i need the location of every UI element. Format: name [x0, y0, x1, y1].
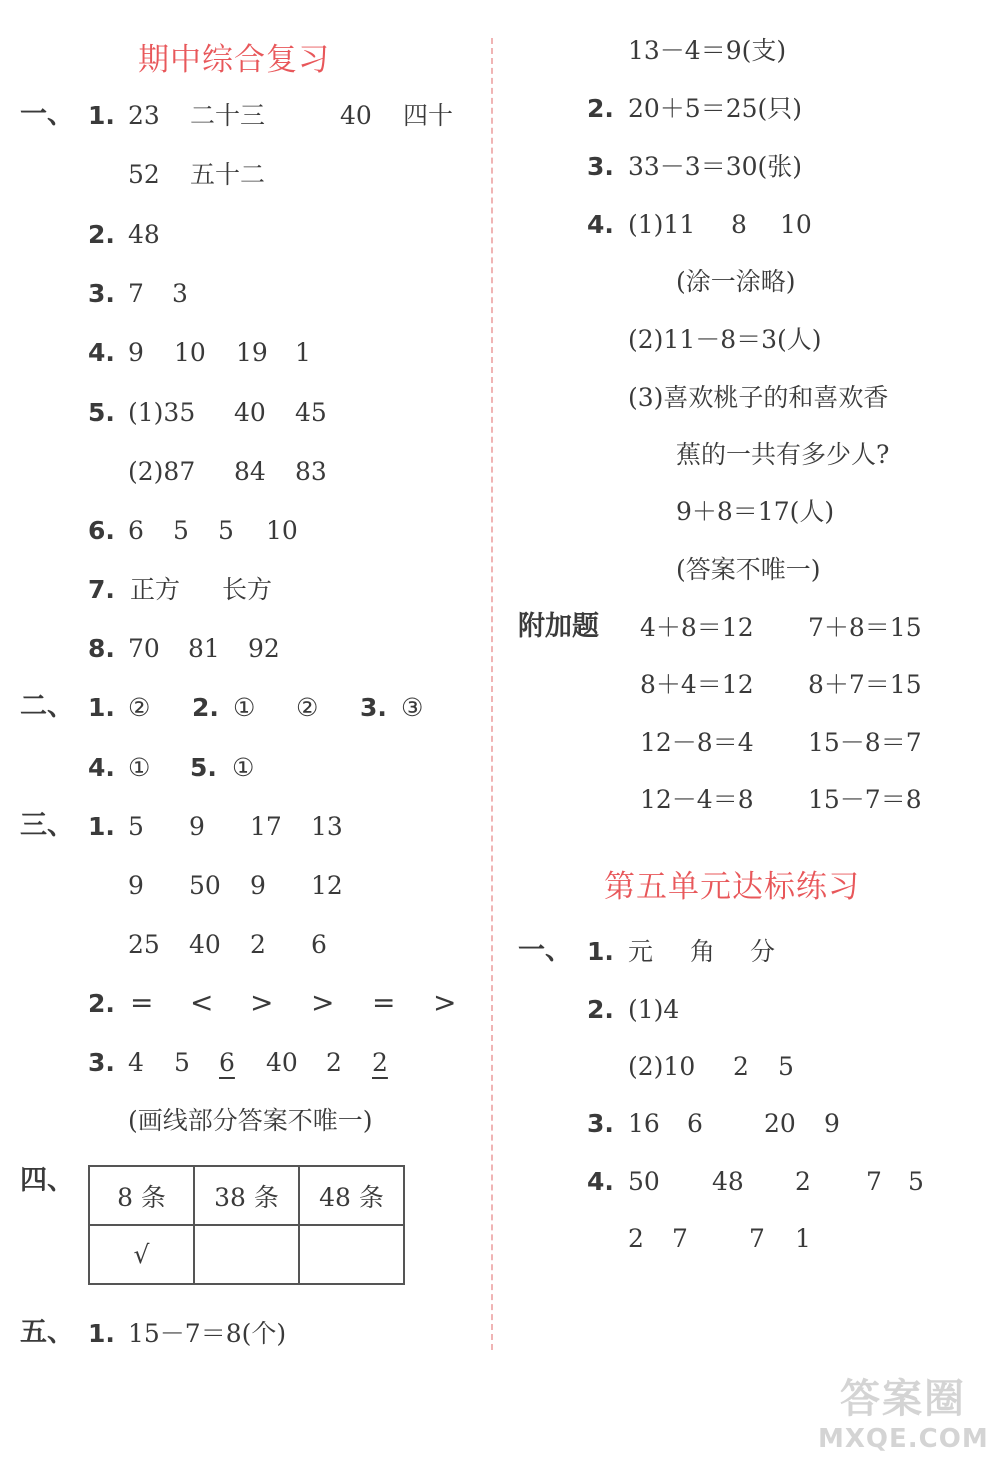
question-number: 3.	[88, 279, 115, 308]
answer-value: 15－8＝7	[808, 728, 922, 757]
watermark-logo	[818, 1367, 988, 1454]
comparison-sign: <	[190, 986, 214, 1019]
answer-value: 1	[295, 338, 311, 367]
watermark-url: MXQE.COM	[818, 1424, 989, 1454]
table-row	[89, 1166, 404, 1225]
part-5-label: 五、	[20, 1317, 74, 1348]
question-number: 5.	[88, 398, 115, 427]
question-number: 4.	[587, 1167, 614, 1196]
answer-value: 5	[128, 812, 144, 841]
answer-value: 52	[128, 160, 160, 189]
question-number: 5.	[190, 753, 217, 782]
unit5-part-1-label: 一、	[518, 935, 572, 966]
answer-value: 40	[234, 398, 266, 427]
empty-cell	[299, 1225, 404, 1284]
question-number: 3.	[587, 1109, 614, 1138]
answer-value: ①	[232, 753, 255, 782]
question-number: 2.	[192, 693, 219, 722]
answer-value: ③	[401, 693, 424, 722]
answer-value: 蕉的一共有多少人?	[676, 440, 890, 469]
question-number: 1.	[88, 1319, 115, 1348]
answer-value: 12	[311, 871, 343, 900]
column-divider	[491, 38, 493, 1350]
answer-value: 长方	[222, 575, 273, 604]
question-number: 1.	[88, 812, 115, 841]
answer-value: 7	[672, 1224, 688, 1253]
answer-value: 10	[174, 338, 206, 367]
answer-value: 15－7＝8(个)	[128, 1319, 287, 1348]
comparison-sign: >	[250, 986, 274, 1019]
answer-value: 12－8＝4	[640, 728, 754, 757]
answer-value: 92	[248, 634, 280, 663]
answer-value: 33－3＝30(张)	[628, 152, 803, 181]
answer-value: 9	[128, 338, 144, 367]
answer-value: 9＋8＝17(人)	[676, 497, 835, 526]
question-number: 1.	[88, 693, 115, 722]
answer-value: 五十二	[190, 160, 266, 189]
answer-value: 7	[128, 279, 144, 308]
answer-value: 10	[780, 210, 812, 239]
answer-table	[88, 1165, 405, 1285]
answer-value: ②	[128, 693, 151, 722]
part-2-label: 二、	[20, 691, 74, 722]
answer-value: 50	[189, 871, 221, 900]
answer-value: 9	[824, 1109, 840, 1138]
answer-value: 6	[128, 516, 144, 545]
question-number: 8.	[88, 634, 115, 663]
answer-note: (答案不唯一)	[676, 555, 821, 584]
question-number: 2.	[88, 989, 115, 1018]
answer-value: 2	[795, 1167, 811, 1196]
answer-value: (2)87	[128, 457, 196, 486]
answer-value: 19	[236, 338, 268, 367]
answer-value: 9	[128, 871, 144, 900]
table-row	[89, 1225, 404, 1284]
answer-value: 15－7＝8	[808, 785, 922, 814]
answer-value: 17	[250, 812, 282, 841]
answer-value: 5	[218, 516, 234, 545]
answer-value: 5	[173, 516, 189, 545]
table-header-cell: 48 条	[299, 1166, 404, 1225]
question-number: 2.	[587, 94, 614, 123]
answer-value: 84	[234, 457, 266, 486]
answer-value: 6	[311, 930, 327, 959]
answer-value: 7	[749, 1224, 765, 1253]
answer-value: 2	[250, 930, 266, 959]
answer-value: ②	[296, 693, 319, 722]
answer-value: 10	[266, 516, 298, 545]
comparison-sign: =	[372, 986, 396, 1019]
answer-value: 7＋8＝15	[808, 613, 922, 642]
question-number: 1.	[587, 937, 614, 966]
question-number: 6.	[88, 516, 115, 545]
check-mark-cell: √	[89, 1225, 194, 1284]
answer-value: 81	[188, 634, 220, 663]
answer-value: 1	[795, 1224, 811, 1253]
answer-value: 25	[128, 930, 160, 959]
answer-value: 二十三	[190, 101, 266, 130]
question-number: 7.	[88, 575, 115, 604]
question-number: 3.	[587, 152, 614, 181]
answer-value: 正方	[130, 575, 181, 604]
answer-value: (2)10	[628, 1052, 696, 1081]
table-header-cell: 8 条	[89, 1166, 194, 1225]
answer-value: (2)11－8＝3(人)	[628, 325, 822, 354]
answer-value: (涂一涂略)	[676, 267, 796, 296]
answer-value: 5	[778, 1052, 794, 1081]
answer-value: 角	[690, 937, 716, 966]
answer-value: 2	[628, 1224, 644, 1253]
question-number: 2.	[587, 995, 614, 1024]
answer-value: 45	[295, 398, 327, 427]
question-number: 2.	[88, 220, 115, 249]
answer-value: 83	[295, 457, 327, 486]
answer-value: 48	[712, 1167, 744, 1196]
answer-value: 40	[340, 101, 372, 130]
answer-value: 16	[628, 1109, 660, 1138]
comparison-sign: =	[130, 986, 154, 1019]
question-number: 4.	[88, 338, 115, 367]
answer-value: 7	[866, 1167, 882, 1196]
answer-value: 5	[174, 1048, 190, 1077]
comparison-sign: >	[433, 986, 457, 1019]
answer-value: 四十	[403, 101, 454, 130]
answer-value: 9	[250, 871, 266, 900]
comparison-sign: >	[311, 986, 335, 1019]
answer-value: (1)4	[628, 995, 680, 1024]
answer-value: (3)喜欢桃子的和喜欢香	[628, 383, 889, 412]
underlined-answer: 2	[372, 1048, 388, 1077]
answer-value: 分	[750, 937, 776, 966]
answer-value: 8＋7＝15	[808, 670, 922, 699]
answer-value: 4	[128, 1048, 144, 1077]
answer-value: 48	[128, 220, 160, 249]
answer-value: 70	[128, 634, 160, 663]
part-3-label: 三、	[20, 810, 74, 841]
watermark-text: 答案圈	[840, 1376, 966, 1422]
answer-value: 12－4＝8	[640, 785, 754, 814]
answer-value: 2	[326, 1048, 342, 1077]
table-header-cell: 38 条	[194, 1166, 299, 1225]
answer-note: (画线部分答案不唯一)	[128, 1106, 373, 1135]
section-title-unit5: 第五单元达标练习	[604, 869, 860, 905]
question-number: 3.	[360, 693, 387, 722]
part-4-label: 四、	[20, 1165, 74, 1196]
answer-value: 6	[687, 1109, 703, 1138]
question-number: 4.	[88, 753, 115, 782]
question-number: 4.	[587, 210, 614, 239]
bonus-label: 附加题	[518, 611, 599, 642]
answer-value: 40	[189, 930, 221, 959]
answer-value: (1)35	[128, 398, 196, 427]
answer-value: 8＋4＝12	[640, 670, 754, 699]
answer-value: 2	[733, 1052, 749, 1081]
answer-value: 20＋5＝25(只)	[628, 94, 803, 123]
answer-value: ①	[233, 693, 256, 722]
answer-line-1-1: 1.	[88, 101, 115, 130]
answer-value: 4＋8＝12	[640, 613, 754, 642]
answer-value: 9	[189, 812, 205, 841]
answer-value: 20	[764, 1109, 796, 1138]
answer-value: 23	[128, 101, 160, 130]
answer-value: 50	[628, 1167, 660, 1196]
answer-value: (1)11	[628, 210, 696, 239]
answer-value: 40	[266, 1048, 298, 1077]
section-title-midterm: 期中综合复习	[138, 42, 330, 78]
answer-value: ①	[128, 753, 151, 782]
answer-value: 元	[628, 937, 654, 966]
underlined-answer: 6	[219, 1048, 235, 1077]
answer-value: 5	[908, 1167, 924, 1196]
answer-value: 8	[731, 210, 747, 239]
empty-cell	[194, 1225, 299, 1284]
answer-value: 13	[311, 812, 343, 841]
answer-value: 3	[172, 279, 188, 308]
part-1-label: 一、	[20, 99, 74, 130]
question-number: 3.	[88, 1048, 115, 1077]
answer-value: 13－4＝9(支)	[628, 36, 787, 65]
